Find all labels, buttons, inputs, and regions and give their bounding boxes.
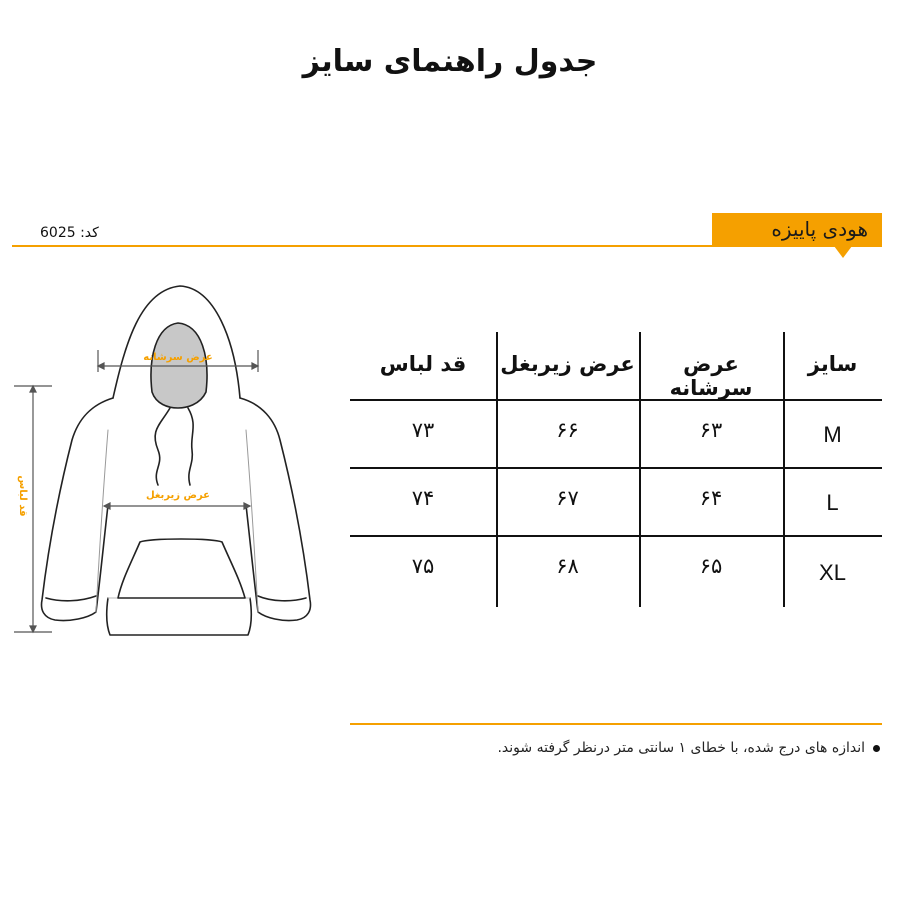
underarm-label: عرض زیربغل xyxy=(145,490,211,501)
shoulder-label: عرض سرشانه xyxy=(143,352,213,363)
body-right-outline xyxy=(240,398,310,621)
table-cell-shoulder: ۶۴ xyxy=(699,486,723,510)
banner-tail xyxy=(834,246,852,258)
footer-divider xyxy=(350,723,882,725)
underarm-measure xyxy=(104,503,250,509)
note-text: اندازه های درج شده، با خطای ۱ سانتی متر درنظر گرفته شوند. xyxy=(497,740,865,756)
table-cell-size: XL xyxy=(819,560,846,585)
table-cell-underarm: ۶۷ xyxy=(556,486,579,510)
header-underarm: عرض زیربغل xyxy=(500,352,635,376)
hoodie-diagram xyxy=(0,280,330,660)
table-cell-size: L xyxy=(826,490,839,515)
table-cell-size: M xyxy=(823,422,842,447)
table-rule xyxy=(350,535,882,537)
measurement-note xyxy=(460,740,880,756)
header-size: سایز xyxy=(807,352,858,376)
product-code: کد: 6025 xyxy=(40,225,99,241)
product-name-banner: هودی پاییزه xyxy=(712,213,882,246)
bullet-icon xyxy=(873,745,880,752)
drawstring-right xyxy=(188,408,193,485)
table-cell-underarm: ۶۸ xyxy=(556,554,579,578)
table-cell-length: ۷۳ xyxy=(411,418,435,442)
bottom-hem xyxy=(107,598,252,635)
table-rule xyxy=(350,399,882,401)
table-cell-underarm: ۶۶ xyxy=(556,418,579,442)
kangaroo-pocket xyxy=(118,539,245,598)
length-label: قد لباس xyxy=(17,475,28,517)
size-table xyxy=(350,332,882,607)
table-cell-shoulder: ۶۵ xyxy=(699,554,723,578)
header-shoulder: عرض سرشانه xyxy=(669,352,753,400)
table-cell-shoulder: ۶۳ xyxy=(699,418,723,442)
table-cell-length: ۷۴ xyxy=(411,486,435,510)
page-title: جدول راهنمای سایز xyxy=(302,44,598,79)
header-length: قد لباس xyxy=(379,352,467,376)
drawstring-left xyxy=(155,408,170,485)
table-cell-length: ۷۵ xyxy=(411,554,435,578)
table-rule xyxy=(350,467,882,469)
